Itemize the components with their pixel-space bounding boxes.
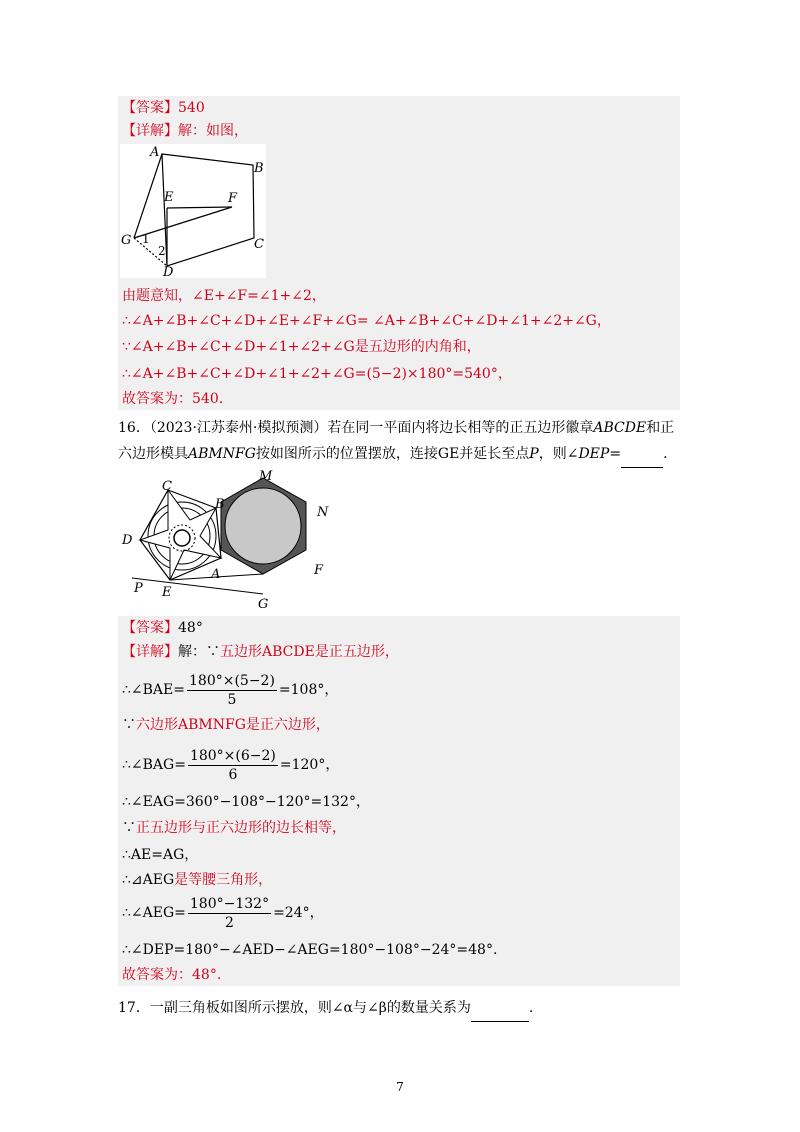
label-b: B xyxy=(215,497,225,512)
label-a: A xyxy=(211,567,221,582)
label-g: G xyxy=(121,233,132,248)
label-angle-2: 2 xyxy=(158,244,166,258)
q16-ae-ag-line: ∴AE=AG， xyxy=(122,847,199,863)
label-g: G xyxy=(258,597,269,612)
label-n: N xyxy=(317,505,329,520)
answer-blank-16 xyxy=(621,441,663,468)
label-e: E xyxy=(164,190,174,205)
q16-eag-line: ∴∠EAG=360°−108°−120°=132°， xyxy=(122,794,370,810)
fraction-aeg: $\frac{180^\circ-132^\circ}{2}$ xyxy=(189,895,270,931)
q16-isosceles-line: ∴⊿AEG是等腰三角形， xyxy=(122,872,273,888)
line-pg xyxy=(132,578,263,594)
q15-conclusion: 故答案为：540. xyxy=(122,391,224,407)
label-c: C xyxy=(162,479,172,494)
q15-detail-line: 【详解】解：如图， xyxy=(122,123,248,139)
q15-answer-line: 【答案】540 xyxy=(122,100,205,116)
label-a: A xyxy=(150,145,160,160)
label-f: F xyxy=(228,191,238,206)
label-c: C xyxy=(254,237,264,252)
q16-question-line-1: 16．（2023·江苏泰州·模拟预测）若在同一平面内将边长相等的正五边形徽章ABCDE和正 xyxy=(118,420,675,436)
q16-figure xyxy=(118,468,358,616)
q16-bae-line: ∴∠BAE= $\frac{180^\circ\times(5-2)}{5}$ =108°， xyxy=(122,672,339,708)
q16-conclusion: 故答案为：48°. xyxy=(122,967,222,983)
fraction-bae: $\frac{180^\circ\times(5-2)}{5}$ xyxy=(189,672,275,708)
q16-answer-line: 【答案】48° xyxy=(122,620,203,636)
q16-dep-line: ∴∠DEP=180°−∠AED−∠AEG=180°−108°−24°=48°. xyxy=(122,942,498,958)
q16-hexagon-line: ∵六边形ABMNFG是正六边形， xyxy=(122,717,330,733)
q15-line-1: 由题意知，∠E+∠F=∠1+∠2， xyxy=(122,288,326,304)
hexagon-inner-circle xyxy=(225,488,301,564)
label-angle-1: 1 xyxy=(142,232,150,246)
page-number: 7 xyxy=(396,1080,404,1094)
q16-equal-sides-line: ∵正五边形与正六边形的边长相等， xyxy=(122,820,346,836)
label-p: P xyxy=(134,581,143,596)
label-b: B xyxy=(254,161,264,176)
fraction-bag: $\frac{180^\circ\times(6-2)}{6}$ xyxy=(189,747,276,783)
q15-figure xyxy=(120,144,266,278)
q15-line-3: ∵∠A+∠B+∠C+∠D+∠1+∠2+∠G是五边形的内角和， xyxy=(122,339,481,355)
q15-line-4: ∴∠A+∠B+∠C+∠D+∠1+∠2+∠G=(5−2)×180°=540°， xyxy=(122,366,512,382)
q15-line-2: ∴∠A+∠B+∠C+∠D+∠E+∠F+∠G= ∠A+∠B+∠C+∠D+∠1+∠2+∠G， xyxy=(122,313,611,329)
label-f: F xyxy=(314,563,324,578)
q16-question-line-2: 六边形模具ABMNFG按如图所示的位置摆放，连接GE并延长至点P，则∠DEP= . xyxy=(118,441,668,468)
q17-question: 17．一副三角板如图所示摆放，则∠α与∠β的数量关系为 . xyxy=(118,995,533,1022)
answer-blank-17 xyxy=(471,995,529,1022)
label-d: D xyxy=(122,533,133,548)
q16-bag-line: ∴∠BAG= $\frac{180^\circ\times(6-2)}{6}$ =120°， xyxy=(122,747,340,783)
label-e: E xyxy=(162,585,172,600)
q16-aeg-line: ∴∠AEG= $\frac{180^\circ-132^\circ}{2}$ =24°， xyxy=(122,895,324,931)
q16-detail-line: 【详解】解：∵五边形ABCDE是正五边形， xyxy=(122,644,399,660)
label-d: D xyxy=(163,265,174,278)
label-m: M xyxy=(259,469,273,484)
